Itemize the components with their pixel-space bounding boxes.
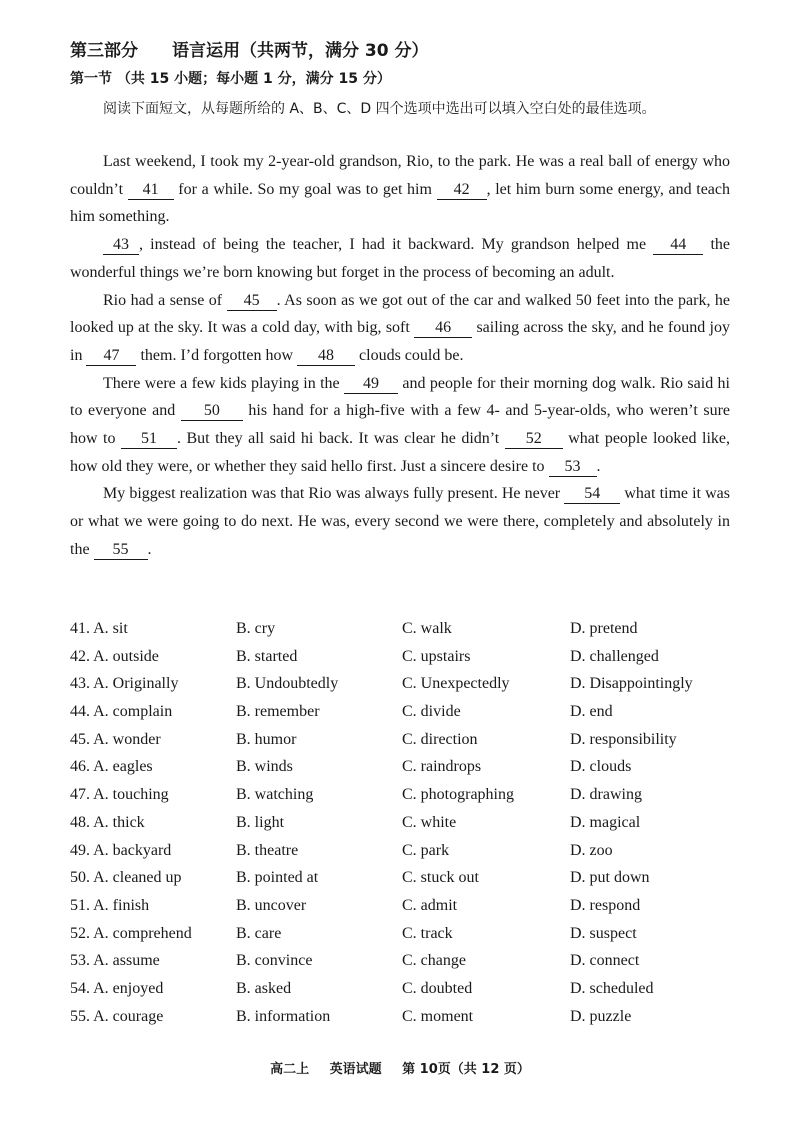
option-a: 46. A. eagles xyxy=(70,758,153,776)
footer-subject: 英语试题 xyxy=(329,1062,382,1077)
passage-text: Rio had a sense of xyxy=(103,291,227,309)
passage-text: for a while. So my goal was to get him xyxy=(173,180,437,198)
option-a: 48. A. thick xyxy=(70,813,145,831)
option-row-42 xyxy=(70,648,750,676)
passage-text: . xyxy=(596,457,601,475)
option-b: B. remember xyxy=(236,703,320,721)
instructions: 阅读下面短文，从每题所给的 A、B、C、D 四个选项中选出可以填入空白处的最佳选项。 xyxy=(103,101,656,117)
option-b: B. care xyxy=(236,924,282,942)
paragraph-1 xyxy=(70,148,730,231)
blank-54: 54 xyxy=(564,485,620,504)
paragraph-4 xyxy=(70,370,730,481)
blank-48: 48 xyxy=(297,347,355,366)
option-c: C. white xyxy=(402,813,457,831)
blank-41: 41 xyxy=(128,181,174,200)
blank-55: 55 xyxy=(94,541,148,560)
passage-text: , let him burn some energy, and teach him something. xyxy=(70,180,731,226)
option-a: 43. A. Originally xyxy=(70,675,179,693)
passage-text: and people for their morning dog walk. Rio said hi to everyone and xyxy=(70,374,730,420)
option-a: 54. A. enjoyed xyxy=(70,979,164,997)
passage-text: . xyxy=(147,540,152,558)
passage-text: what time it was or what we were going to do next. He was, every second we were there, completely and absolutely in the xyxy=(70,485,730,558)
option-b: B. information xyxy=(236,1007,331,1025)
passage-text: the wonderful things we’re born knowing but forget in the process of becoming an adult. xyxy=(70,236,730,281)
blank-50: 50 xyxy=(181,402,243,421)
cloze-passage xyxy=(70,148,730,564)
option-c: C. Unexpectedly xyxy=(402,675,510,693)
option-row-48 xyxy=(70,814,750,842)
option-d: D. respond xyxy=(570,896,641,914)
option-c: C. change xyxy=(402,952,466,970)
option-c: C. divide xyxy=(402,703,461,721)
blank-52: 52 xyxy=(505,430,563,449)
page-footer xyxy=(0,1058,800,1077)
option-b: B. asked xyxy=(236,979,292,997)
option-row-53 xyxy=(70,952,750,980)
answer-options xyxy=(70,620,750,1035)
option-row-50 xyxy=(70,869,750,897)
option-b: B. winds xyxy=(236,758,293,776)
footer-grade: 高二上 xyxy=(270,1062,310,1077)
option-d: D. zoo xyxy=(570,841,613,859)
option-a: 50. A. cleaned up xyxy=(70,869,182,887)
option-b: B. Undoubtedly xyxy=(236,675,339,693)
option-d: D. suspect xyxy=(570,924,637,942)
option-row-54 xyxy=(70,980,750,1008)
option-b: B. cry xyxy=(236,620,276,637)
option-c: C. raindrops xyxy=(402,758,482,776)
option-d: D. clouds xyxy=(570,758,632,776)
option-a: 49. A. backyard xyxy=(70,841,172,859)
option-a: 44. A. complain xyxy=(70,703,173,721)
option-c: C. stuck out xyxy=(402,869,479,887)
paragraph-5 xyxy=(70,480,730,563)
blank-47: 47 xyxy=(86,347,136,366)
passage-text: sailing across the sky, and he found joy in xyxy=(70,319,730,364)
passage-text: Last weekend, I took my 2-year-old grandson, Rio, to the park. He was a real ball of energy who couldn’t xyxy=(70,153,730,198)
option-d: D. responsibility xyxy=(570,730,677,748)
blank-42: 42 xyxy=(437,181,487,200)
option-row-43 xyxy=(70,675,750,703)
option-d: D. put down xyxy=(570,869,650,887)
passage-text: . As soon as we got out of the car and walked 50 feet into the park, he looked up at the sky. It was a cold day, with big, soft xyxy=(70,291,731,337)
passage-text: them. I’d forgotten how xyxy=(136,346,298,364)
blank-49: 49 xyxy=(344,375,398,394)
option-b: B. pointed at xyxy=(236,869,319,887)
option-b: B. started xyxy=(236,647,298,665)
option-row-51 xyxy=(70,897,750,925)
passage-text: his hand for a high-five with a few 4- and 5-year-olds, who weren’t sure how to xyxy=(70,402,730,448)
option-c: C. direction xyxy=(402,730,478,748)
option-d: D. puzzle xyxy=(570,1007,632,1025)
option-d: D. connect xyxy=(570,952,640,970)
passage-text: , instead of being the teacher, I had it backward. My grandson helped me xyxy=(139,236,654,254)
paragraph-2 xyxy=(70,231,730,286)
option-row-47 xyxy=(70,786,750,814)
footer-page-number: 第 10页（共 12 页） xyxy=(402,1062,530,1077)
option-a: 41. A. sit xyxy=(70,620,128,637)
option-b: B. watching xyxy=(236,786,314,804)
blank-44: 44 xyxy=(653,236,703,255)
option-row-49 xyxy=(70,842,750,870)
option-b: B. convince xyxy=(236,952,313,970)
option-a: 45. A. wonder xyxy=(70,730,161,748)
option-d: D. end xyxy=(570,703,613,721)
passage-text: clouds could be. xyxy=(355,346,464,364)
option-row-45 xyxy=(70,731,750,759)
option-d: D. Disappointingly xyxy=(570,675,693,693)
option-a: 51. A. finish xyxy=(70,896,150,914)
option-a: 47. A. touching xyxy=(70,786,169,804)
option-c: C. track xyxy=(402,924,453,942)
paragraph-3 xyxy=(70,287,730,370)
blank-53: 53 xyxy=(549,458,597,477)
option-c: C. park xyxy=(402,841,450,859)
option-a: 53. A. assume xyxy=(70,952,160,970)
option-row-55 xyxy=(70,1008,750,1036)
passage-text: what people looked like, how old they were, or whether they said hello first. Just a sincere desire to xyxy=(70,430,730,475)
section-title: 第三部分 语言运用（共两节，满分 30 分） xyxy=(70,41,429,61)
option-row-52 xyxy=(70,925,750,953)
option-row-44 xyxy=(70,703,750,731)
option-c: C. admit xyxy=(402,896,458,914)
option-b: B. uncover xyxy=(236,896,307,914)
passage-text: There were a few kids playing in the xyxy=(103,374,345,392)
option-b: B. humor xyxy=(236,730,297,748)
option-c: C. moment xyxy=(402,1007,474,1025)
blank-51: 51 xyxy=(121,430,177,449)
blank-43: 43 xyxy=(103,236,139,255)
option-c: C. doubted xyxy=(402,979,473,997)
section-subtitle: 第一节 （共 15 小题；每小题 1 分，满分 15 分） xyxy=(70,71,391,87)
option-d: D. magical xyxy=(570,813,641,831)
option-row-41 xyxy=(70,620,750,648)
option-c: C. upstairs xyxy=(402,647,471,665)
option-d: D. drawing xyxy=(570,786,642,804)
option-a: 55. A. courage xyxy=(70,1007,164,1025)
option-b: B. light xyxy=(236,813,285,831)
option-b: B. theatre xyxy=(236,841,299,859)
option-a: 52. A. comprehend xyxy=(70,924,192,942)
option-d: D. challenged xyxy=(570,647,659,665)
option-d: D. pretend xyxy=(570,620,638,637)
blank-45: 45 xyxy=(227,292,277,311)
passage-text: . But they all said hi back. It was clear he didn’t xyxy=(176,430,505,448)
passage-text: My biggest realization was that Rio was always fully present. He never xyxy=(103,485,565,503)
option-c: C. walk xyxy=(402,620,452,637)
option-a: 42. A. outside xyxy=(70,647,159,665)
option-row-46 xyxy=(70,758,750,786)
option-c: C. photographing xyxy=(402,786,514,804)
option-d: D. scheduled xyxy=(570,979,654,997)
blank-46: 46 xyxy=(414,319,472,338)
